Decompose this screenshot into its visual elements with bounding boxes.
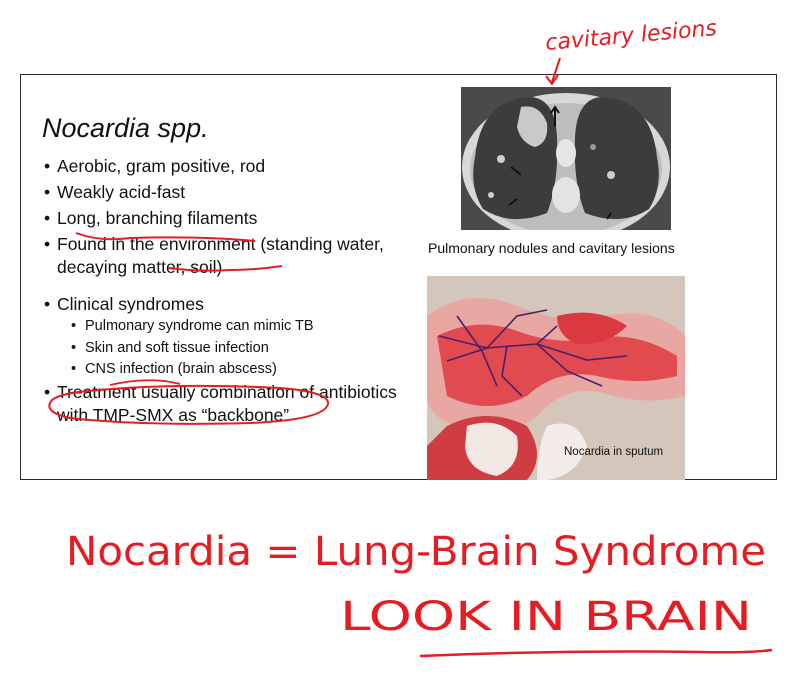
bullet-aerobic: • Aerobic, gram positive, rod	[41, 155, 421, 178]
slide	[20, 74, 777, 480]
bullet-clinical-label: Clinical syndromes	[57, 294, 204, 314]
sub-bullet-pulmonary: • Pulmonary syndrome can mimic TB	[57, 316, 421, 338]
bullet-environment: • Found in the environment (standing water, decaying matter, soil)	[41, 233, 421, 279]
sub-bullet-list	[57, 316, 421, 381]
note-cavitary-lesions: cavitary lesions	[544, 16, 718, 56]
note-look-in-brain: LOOK IN BRAIN	[340, 594, 752, 640]
bullet-list	[41, 155, 421, 427]
bullet-clinical-syndromes	[41, 293, 421, 381]
note-lung-brain-syndrome: Nocardia = Lung-Brain Syndrome	[66, 529, 766, 575]
sputum-caption: Nocardia in sputum	[564, 446, 664, 458]
underline-look-in-brain	[420, 650, 772, 656]
sub-bullet-cns: • CNS infection (brain abscess)	[57, 359, 421, 381]
slide-title: Nocardia spp.	[42, 113, 209, 143]
ct-scan-image	[461, 87, 671, 230]
bullet-filaments: • Long, branching filaments	[41, 207, 421, 230]
bullet-acid-fast: • Weakly acid-fast	[41, 181, 421, 204]
ct-caption: Pulmonary nodules and cavitary lesions	[428, 240, 675, 256]
sub-bullet-skin: • Skin and soft tissue infection	[57, 338, 421, 360]
bullet-treatment: • Treatment usually combination of antibiotics with TMP-SMX as “backbone”	[41, 381, 421, 427]
